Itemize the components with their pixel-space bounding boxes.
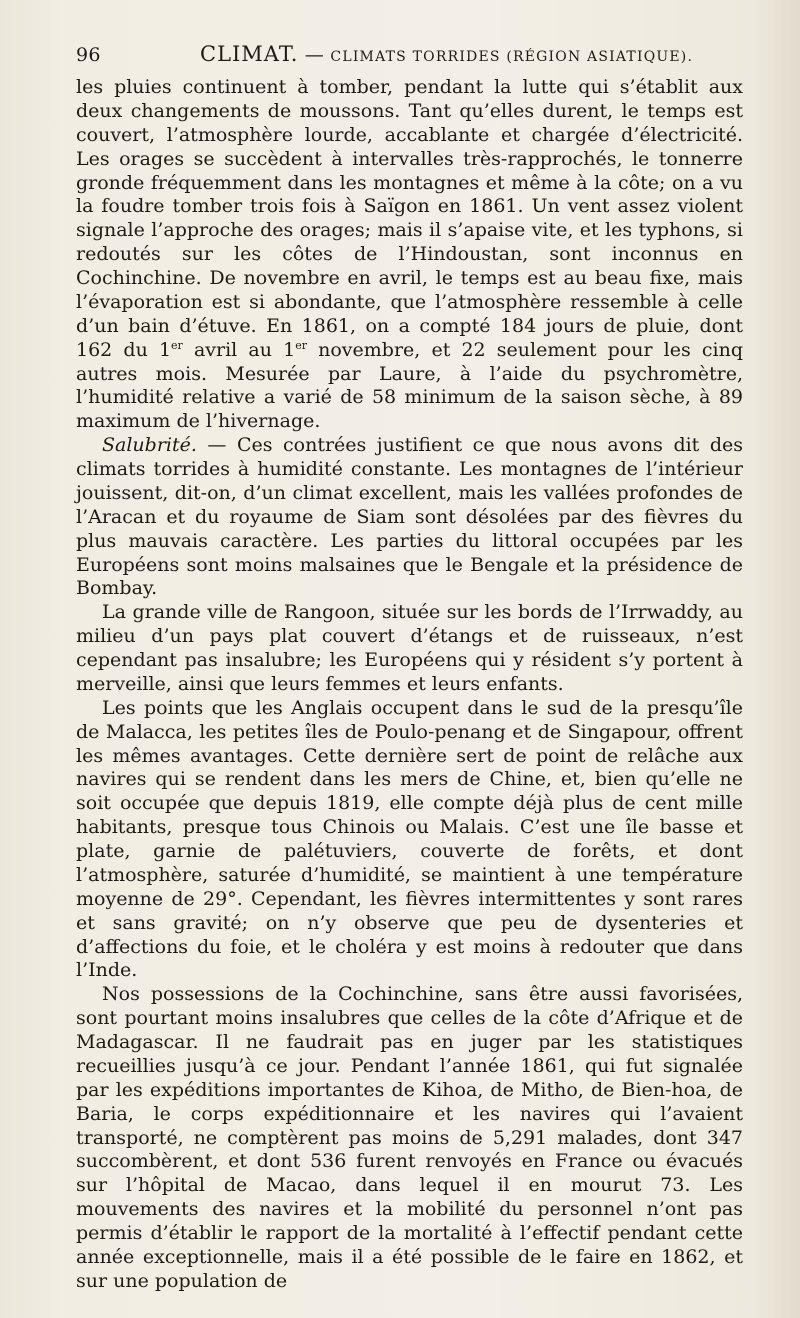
- paragraph: Nos possessions de la Cochinchine, sans être aussi favorisées, sont pourtant moins insalubres que celles de la côte d’Afrique et de Madagascar. Il ne faudrait pas en juger par les statistiques recueillies jusqu’à ce jour. Pendant l’année 1861, qui fut signalée par les expéditions importantes de Kihoa, de Mitho, de Bien-hoa, de Baria, le corps expéditionnaire et les navires qui l’avaient transporté, ne comptèrent pas moins de 5,291 malades, dont 347 succombèrent, et dont 536 furent renvoyés en France ou évacués sur l’hôpital de Macao, dans lequel il en mourut 73. Les mouvements des navires et la mobilité du personnel n’ont pas permis d’établir le rapport de la mortalité à l’effectif pendant cette année exceptionnelle, mais il a été possible de le faire en 1862, et sur une population de: [76, 983, 743, 1292]
- paragraph: les pluies continuent à tomber, pendant la lutte qui s’établit aux deux changements de moussons. Tant qu’elles durent, le temps est couvert, l’atmosphère lourde, accablante et chargée d’électricité. Les orages se succèdent à intervalles très-rapprochés, le tonnerre gronde fréquemment dans les montagnes et même à la côte; on a vu la foudre tomber trois fois à Saïgon en 1861. Un vent assez violent signale l’approche des orages; mais il s’apaise vite, et les typhons, si redoutés sur les côtes de l’Hindoustan, sont inconnus en Cochinchine. De novembre en avril, le temps est au beau fixe, mais l’évaporation est si abondante, que l’atmosphère ressemble à celle d’un bain d’étuve. En 1861, on a compté 184 jours de pluie, dont 162 du 1er avril au 1er novembre, et 22 seulement pour les cinq autres mois. Mesurée par Laure, à l’aide du psychromètre, l’humidité relative a varié de 58 minimum de la saison sèche, à 89 maximum de l’hivernage.: [76, 76, 743, 433]
- running-head-title: CLIMAT.: [200, 42, 299, 66]
- running-head-separator: —: [298, 44, 331, 66]
- section-runin-heading: Salubrité.: [102, 434, 197, 457]
- running-head-subtitle: CLIMATS TORRIDES (RÉGION ASIATIQUE).: [330, 49, 694, 65]
- paragraph: La grande ville de Rangoon, située sur les bords de l’Irrwaddy, au milieu d’un pays plat couvert d’étangs et de ruisseaux, n’est cependant pas insalubre; les Européens qui y résident s’y portent à merveille, ainsi que leurs femmes et leurs enfants.: [76, 601, 743, 695]
- paragraph: Salubrité. — Ces contrées justifient ce que nous avons dit des climats torrides à humidité constante. Les montagnes de l’intérieur jouissent, dit-on, d’un climat excellent, mais les vallées profondes de l’Aracan et du royaume de Siam sont désolées par des fièvres du plus mauvais caractère. Les parties du littoral occupées par les Européens sont moins malsaines que le Bengale et la présidence de Bombay.: [76, 434, 743, 600]
- page-number: 96: [76, 44, 101, 66]
- page-header: [76, 40, 746, 72]
- paragraph: Les points que les Anglais occupent dans le sud de la presqu’île de Malacca, les petites îles de Poulo-penang et de Singapour, offrent les mêmes avantages. Cette dernière sert de point de relâche aux navires qui se rendent dans les mers de Chine, et, bien qu’elle ne soit occupée que depuis 1819, elle compte déjà plus de cent mille habitants, presque tous Chinois ou Malais. C’est une île basse et plate, garnie de palétuviers, couverte de forêts, et dont l’atmosphère, saturée d’humidité, se maintient à une température moyenne de 29°. Cependant, les fièvres intermittentes y sont rares et sans gravité; on n’y observe que peu de dysenteries et d’affections du foie, et le choléra y est moins à redouter que dans l’Inde.: [76, 696, 743, 982]
- body-text: [76, 76, 743, 1294]
- running-head: [200, 42, 693, 66]
